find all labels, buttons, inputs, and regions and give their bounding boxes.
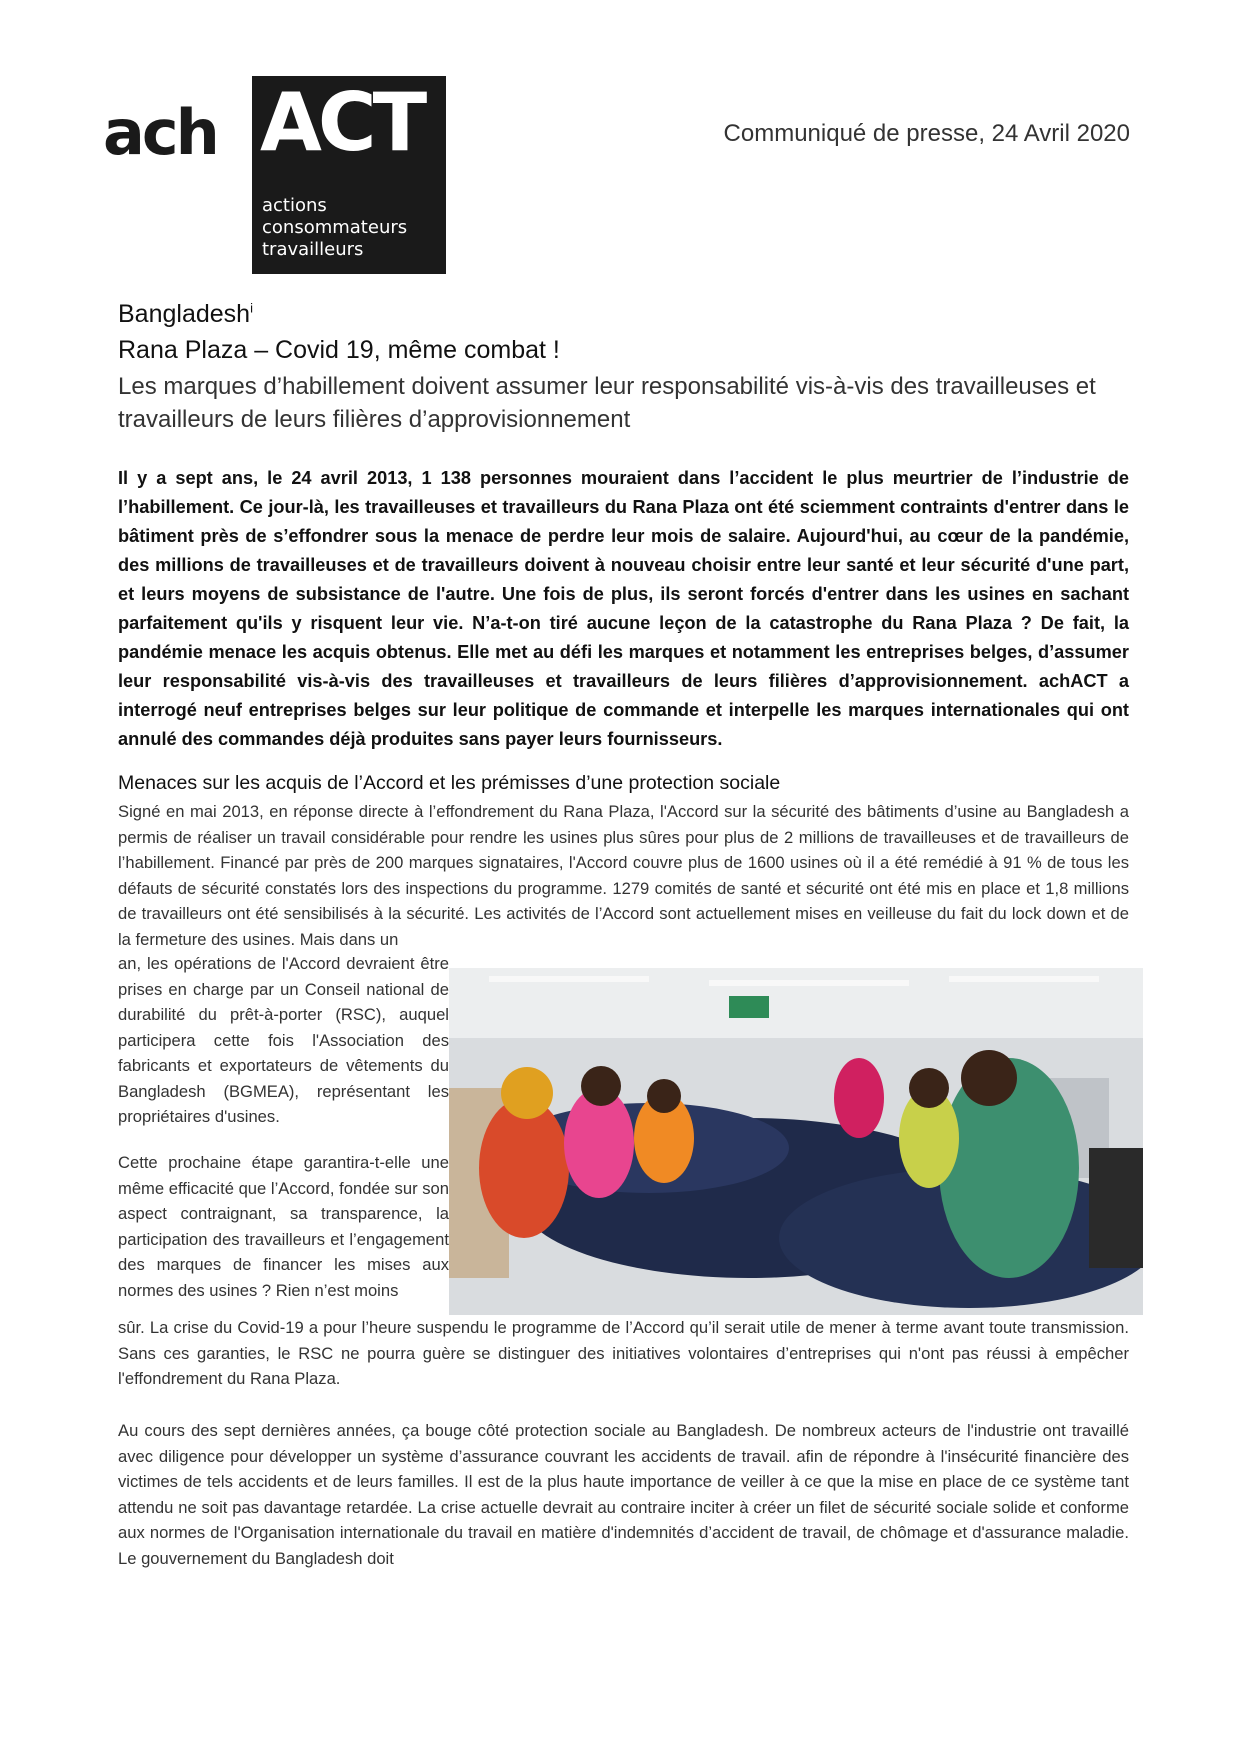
footnote-marker: i: [250, 300, 253, 316]
logo-box: [252, 76, 446, 274]
section-paragraph-2: Au cours des sept dernières années, ça bouge côté protection sociale au Bangladesh. De nombreux acteurs de l'industrie ont travaillé avec diligence pour développer un système d’assurance couvrant les accidents de travail. afin de répondre à l'insécurité financière des victimes de tels accidents et de leurs familles. Il est de la plus haute importance de veiller à ce que la mise en place de ce système tant attendu ne soit pas davantage retardée. La crise actuelle devrait au contraire inciter à créer un filet de sécurité sociale solide et conforme aux normes de l'Organisation internationale du travail en matière d'indemnités d’accident de travail, de chômage et d'assurance maladie. Le gouvernement du Bangladesh doit: [118, 1421, 1129, 1568]
logo-tagline-line: actions: [262, 195, 327, 216]
title-country-text: Bangladesh: [118, 300, 251, 328]
photo-illustration: [449, 968, 1143, 1315]
logo-ach-text: ach: [103, 96, 217, 169]
press-release-date: Communiqué de presse, 24 Avril 2020: [723, 120, 1130, 147]
title-country: [118, 300, 253, 329]
logo-act-text: ACT: [260, 76, 424, 169]
intro-paragraph: Il y a sept ans, le 24 avril 2013, 1 138 personnes mouraient dans l’accident le plus meurtrier de l’industrie de l’habillement. Ce jour-là, les travailleuses et travailleurs du Rana Plaza ont été sciemment contraints d'entrer dans le bâtiment près de s’effondrer sous la menace de perdre leur mois de salaire. Aujourd'hui, au cœur de la pandémie, des millions de travailleuses et de travailleurs doivent à nouveau choisir entre leur santé et leur sécurité d'une part, et leurs moyens de subsistance de l'autre. Une fois de plus, ils seront forcés d'entrer dans les usines en sachant parfaitement qu'ils y risquent leur vie. N’a-t-on tiré aucune leçon de la catastrophe du Rana Plaza ? De fait, la pandémie menace les acquis obtenus. Elle met au défi les marques et notamment les entreprises belges, d’assumer leur responsabilité vis-à-vis des travailleuses et travailleurs de leurs filières d’approvisionnement. achACT a interrogé neuf entreprises belges sur leur politique de commande et interpelle les marques internationales qui ont annulé des commandes déjà produites sans payer leurs fournisseurs.: [118, 468, 1129, 749]
logo-tagline-line: consommateurs: [262, 217, 408, 238]
subtitle: Les marques d’habillement doivent assumer leur responsabilité vis-à-vis des travailleuses et travailleurs de leurs filières d’approvisionnement: [118, 373, 1096, 433]
title-main: Rana Plaza – Covid 19, même combat !: [118, 336, 560, 364]
column-text-accord: an, les opérations de l'Accord devraient être prises en charge par un Conseil national de durabilité du prêt-à-porter (RSC), auquel participera cette fois l'Association des fabricants et exportateurs de vêtements du Bangladesh (BGMEA), représentant les propriétaires d'usines.: [118, 954, 449, 1126]
section-paragraph-1: Signé en mai 2013, en réponse directe à l’effondrement du Rana Plaza, l'Accord sur la sécurité des bâtiments d’usine au Bangladesh a permis de réaliser un travail considérable pour rendre les usines plus sûres pour plus de 2 millions de travailleuses et de travailleurs de l’habillement. Financé par près de 200 marques signataires, l'Accord couvre plus de 1600 usines où il a été remédié à 91 % de tous les défauts de sécurité constatés lors des inspections du programme. 1279 comités de santé et sécurité ont été mis en place et 1,8 millions de travailleurs ont été sensibilisés à la sécurité. Les activités de l’Accord sont actuellement mises en veilleuse du fait du lock down et de la fermeture des usines. Mais dans un: [118, 802, 1129, 949]
garment-factory-photo: [449, 968, 1143, 1315]
section-paragraph-after-photo: sûr. La crise du Covid-19 a pour l’heure suspendu le programme de l’Accord qu’il serait utile de mener à terme avant toute transmission. Sans ces garanties, le RSC ne pourra guère se distinguer des initiatives volontaires d’entreprises qui n'ont pas réussi à empêcher l'effondrement du Rana Plaza.: [118, 1318, 1129, 1388]
logo-tagline: [262, 195, 407, 261]
column-text-question: Cette prochaine étape garantira-t-elle une même efficacité que l’Accord, fondée sur son aspect contraignant, sa transparence, la participation des travailleurs et l’engagement des marques de financer les mises aux normes des usines ? Rien n’est moins: [118, 1153, 449, 1300]
logo-tagline-line: travailleurs: [262, 239, 364, 260]
section-heading: Menaces sur les acquis de l’Accord et les prémisses d’une protection sociale: [118, 772, 781, 794]
